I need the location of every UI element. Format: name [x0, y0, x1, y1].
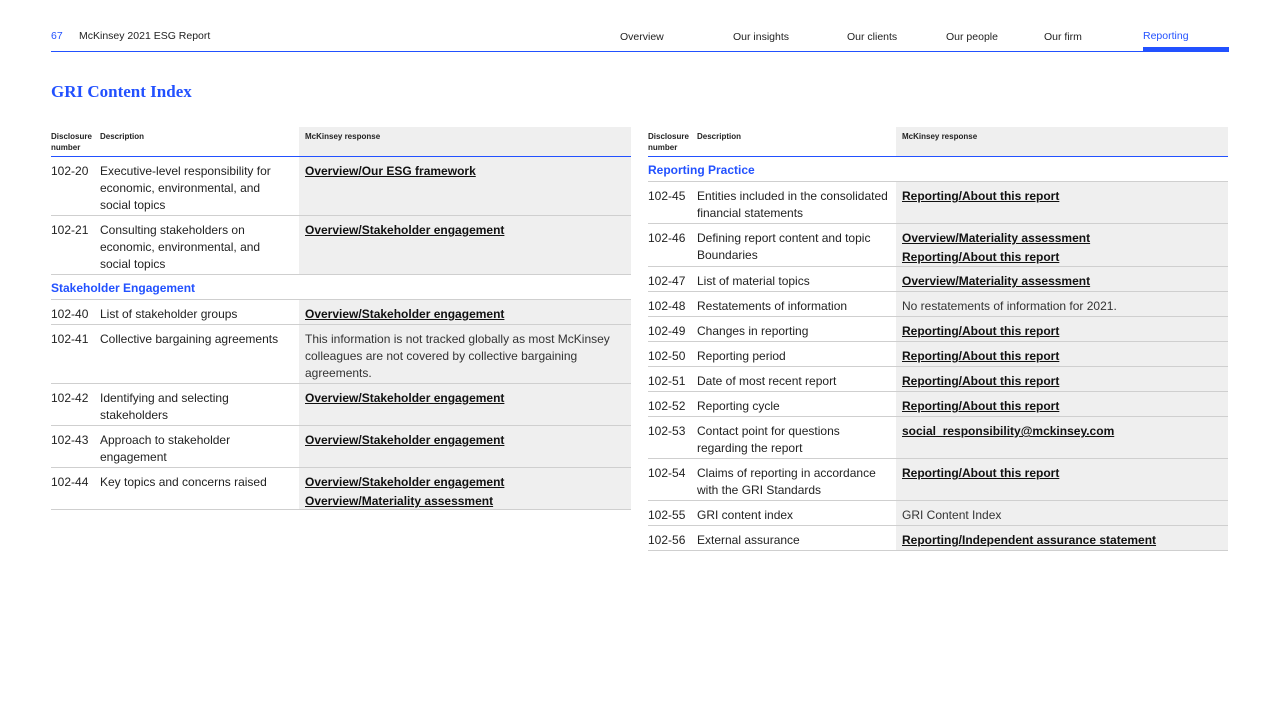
response-cell [305, 331, 625, 382]
table-row [648, 267, 1228, 292]
section-heading [51, 275, 631, 300]
page-number: 67 [51, 30, 63, 42]
response-cell [305, 222, 625, 239]
response-link[interactable]: Overview/Stakeholder engagement [305, 433, 505, 447]
response-cell [902, 507, 1222, 524]
table-row [648, 526, 1228, 551]
column-header-number: Disclosure number [51, 132, 92, 152]
disclosure-description: Reporting period [697, 349, 786, 363]
nav-our-clients[interactable]: Our clients [847, 31, 898, 43]
response-link[interactable]: Reporting/About this report [902, 189, 1060, 203]
response-link[interactable]: Reporting/About this report [902, 466, 1060, 480]
gri-table-right [648, 127, 1228, 551]
disclosure-number: 102-52 [648, 399, 686, 413]
disclosure-description: Collective bargaining agreements [100, 332, 279, 346]
table-row [648, 317, 1228, 342]
table-row [51, 300, 631, 325]
response-cell [305, 474, 625, 510]
disclosure-number: 102-50 [648, 349, 686, 363]
section-title: Reporting Practice [648, 163, 755, 177]
disclosure-number: 102-45 [648, 189, 686, 203]
response-link[interactable]: Overview/Materiality assessment [902, 231, 1091, 245]
column-header-response: McKinsey response [305, 132, 381, 141]
table-row [648, 342, 1228, 367]
response-cell [902, 465, 1222, 482]
response-text: No restatements of information for 2021. [902, 299, 1117, 313]
email-link[interactable]: social_responsibility@mckinsey.com [902, 424, 1115, 438]
section-title: Stakeholder Engagement [51, 281, 196, 295]
disclosure-number: 102-43 [51, 433, 89, 447]
disclosure-number: 102-55 [648, 508, 686, 522]
response-link[interactable]: Overview/Materiality assessment [305, 494, 494, 508]
table-row [51, 216, 631, 275]
disclosure-number: 102-49 [648, 324, 686, 338]
active-nav-indicator [1143, 47, 1229, 51]
table-row [648, 182, 1228, 224]
disclosure-description: Claims of reporting in accordance with the GRI Standards [697, 466, 876, 497]
gri-table-left [51, 127, 631, 510]
disclosure-description: Reporting cycle [697, 399, 780, 413]
response-link[interactable]: Reporting/About this report [902, 324, 1060, 338]
column-header-number: Disclosure number [648, 132, 689, 152]
disclosure-number: 102-48 [648, 299, 686, 313]
disclosure-description: Changes in reporting [697, 324, 809, 338]
response-cell [902, 532, 1222, 549]
column-header-description: Description [697, 132, 742, 141]
table-row [648, 459, 1228, 501]
table-row [648, 367, 1228, 392]
response-link[interactable]: Overview/Stakeholder engagement [305, 223, 505, 237]
report-title: McKinsey 2021 ESG Report [79, 30, 211, 42]
table-row [51, 426, 631, 468]
disclosure-number: 102-40 [51, 307, 89, 321]
disclosure-description: External assurance [697, 533, 800, 547]
response-link[interactable]: Overview/Our ESG framework [305, 164, 476, 178]
column-header-description: Description [100, 132, 145, 141]
disclosure-number: 102-41 [51, 332, 89, 346]
section-heading [648, 157, 1228, 182]
table-row [648, 501, 1228, 526]
disclosure-description: GRI content index [697, 508, 794, 522]
response-link[interactable]: Overview/Stakeholder engagement [305, 391, 505, 405]
response-cell [902, 230, 1222, 266]
disclosure-number: 102-53 [648, 424, 686, 438]
response-cell [305, 163, 625, 180]
disclosure-description: List of stakeholder groups [100, 307, 238, 321]
response-cell [305, 306, 625, 323]
table-row [648, 417, 1228, 459]
table-row [51, 384, 631, 426]
page-title: GRI Content Index [51, 82, 192, 101]
table-row [648, 292, 1228, 317]
disclosure-number: 102-46 [648, 231, 686, 245]
disclosure-description: Restatements of information [697, 299, 848, 313]
response-link[interactable]: Reporting/Independent assurance statement [902, 533, 1157, 547]
disclosure-description: Key topics and concerns raised [100, 475, 267, 489]
response-cell [902, 348, 1222, 365]
response-text: This information is not tracked globally as most McKinsey colleagues are not covered by collective bargaining agreements. [305, 332, 610, 380]
disclosure-number: 102-44 [51, 475, 89, 489]
disclosure-number: 102-42 [51, 391, 89, 405]
response-link[interactable]: Overview/Stakeholder engagement [305, 475, 505, 489]
nav-overview[interactable]: Overview [620, 31, 664, 43]
nav-our-people[interactable]: Our people [946, 31, 998, 43]
disclosure-number: 102-54 [648, 466, 686, 480]
disclosure-description: List of material topics [697, 274, 810, 288]
nav-reporting[interactable]: Reporting [1143, 30, 1189, 42]
response-cell [902, 398, 1222, 415]
disclosure-description: Contact point for questions regarding the report [697, 424, 840, 455]
response-link[interactable]: Reporting/About this report [902, 349, 1060, 363]
response-cell [902, 373, 1222, 390]
table-row [51, 468, 631, 510]
disclosure-number: 102-47 [648, 274, 686, 288]
column-header-response: McKinsey response [902, 132, 978, 141]
response-cell [902, 273, 1222, 290]
disclosure-number: 102-51 [648, 374, 686, 388]
disclosure-number: 102-21 [51, 223, 89, 237]
response-link[interactable]: Overview/Stakeholder engagement [305, 307, 505, 321]
table-row [648, 392, 1228, 417]
top-navigation-bar [51, 0, 1229, 52]
disclosure-description: Identifying and selecting stakeholders [100, 391, 229, 422]
disclosure-description: Defining report content and topic Boundaries [697, 231, 871, 262]
response-link[interactable]: Reporting/About this report [902, 250, 1060, 264]
response-cell [305, 390, 625, 407]
table-row [51, 157, 631, 216]
response-link[interactable]: Overview/Materiality assessment [902, 274, 1091, 288]
response-cell [902, 188, 1222, 205]
disclosure-description: Entities included in the consolidated financial statements [697, 189, 888, 220]
nav-our-firm[interactable]: Our firm [1044, 31, 1082, 43]
response-link[interactable]: Reporting/About this report [902, 399, 1060, 413]
table-row [648, 224, 1228, 267]
nav-our-insights[interactable]: Our insights [733, 31, 790, 43]
response-text: GRI Content Index [902, 508, 1002, 522]
table-header [51, 127, 631, 157]
table-header [648, 127, 1228, 157]
response-cell [902, 323, 1222, 340]
disclosure-number: 102-20 [51, 164, 89, 178]
disclosure-number: 102-56 [648, 533, 686, 547]
disclosure-description: Date of most recent report [697, 374, 837, 388]
disclosure-description: Consulting stakeholders on economic, environmental, and social topics [100, 223, 261, 271]
disclosure-description: Executive-level responsibility for economic, environmental, and social topics [100, 164, 271, 212]
response-cell [902, 298, 1222, 315]
response-link[interactable]: Reporting/About this report [902, 374, 1060, 388]
table-row [51, 325, 631, 384]
response-cell [902, 423, 1222, 440]
response-cell [305, 432, 625, 449]
disclosure-description: Approach to stakeholder engagement [100, 433, 231, 464]
